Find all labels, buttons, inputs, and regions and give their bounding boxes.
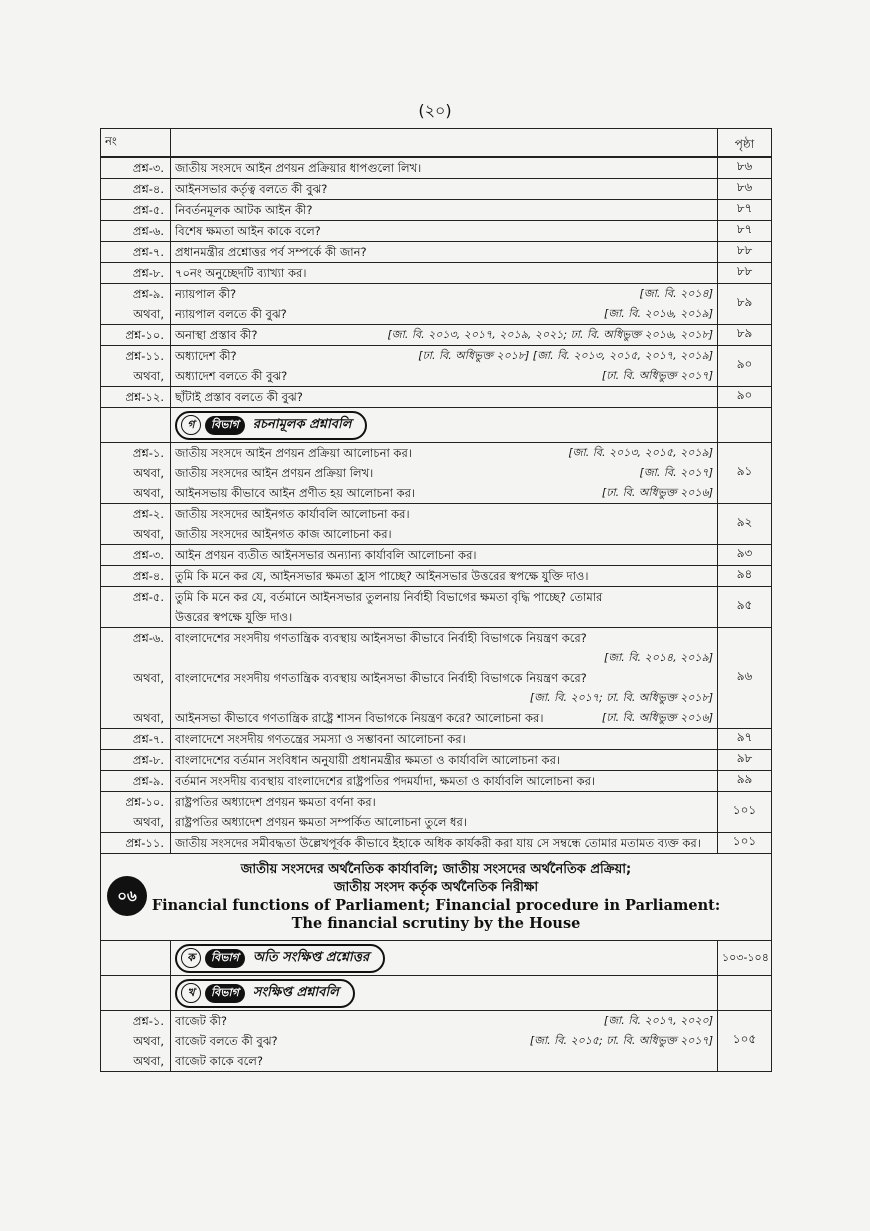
question-label: প্রশ্ন-১১. bbox=[125, 349, 164, 363]
chapter-title-en: The financial scrutiny by the House bbox=[291, 915, 581, 932]
section-banner bbox=[175, 979, 355, 1008]
question-line bbox=[175, 200, 713, 220]
question-text: জাতীয় সংসদের আইনগত কার্যাবলি আলোচনা কর। bbox=[175, 507, 410, 521]
question-line bbox=[175, 1011, 713, 1031]
question-text: ন্যায়পাল কী? bbox=[175, 287, 237, 301]
question-text: আইনসভার কর্তৃত্ব বলতে কী বুঝ? bbox=[175, 182, 328, 196]
exam-reference bbox=[707, 263, 713, 283]
question-row bbox=[101, 792, 772, 833]
exam-reference: [জা. বি. ২০১৪, ২০১৯] bbox=[603, 651, 713, 664]
question-line bbox=[175, 443, 713, 463]
question-text: বাজেট কাকে বলে? bbox=[175, 1054, 263, 1068]
exam-reference: [ঢা. বি. অধিভুক্ত ২০১৬] bbox=[601, 711, 713, 724]
section-title: রচনামূলক প্রশ্নাবলি bbox=[252, 416, 352, 432]
chapter-title-bn: জাতীয় সংসদের অর্থনৈতিক কার্যাবলি; জাতীয় সংসদের অর্থনৈতিক প্রক্রিয়া; bbox=[240, 862, 632, 877]
question-label: প্রশ্ন-১২. bbox=[125, 390, 164, 404]
question-label: অথবা, bbox=[133, 486, 164, 500]
page-ref: ৮৭ bbox=[718, 221, 772, 242]
question-row bbox=[101, 284, 772, 325]
question-label: প্রশ্ন-৩. bbox=[132, 548, 164, 562]
question-line bbox=[175, 325, 713, 345]
question-line bbox=[175, 688, 713, 708]
question-label: প্রশ্ন-১. bbox=[132, 446, 164, 460]
question-text: বাংলাদেশে সংসদীয় গণতন্ত্রের সমস্যা ও সম্ভাবনা আলোচনা কর। bbox=[175, 732, 466, 746]
question-label: প্রশ্ন-১১. bbox=[125, 836, 164, 850]
page-ref: ৯৫ bbox=[718, 587, 772, 628]
page-ref: ১০৫ bbox=[718, 1011, 772, 1072]
question-text: বাংলাদেশের সংসদীয় গণতান্ত্রিক ব্যবস্থায় আইনসভা কীভাবে নির্বাহী বিভাগকে নিয়ন্ত্রণ করে? bbox=[175, 671, 587, 685]
question-text: বর্তমান সংসদীয় ব্যবস্থায় বাংলাদেশের রাষ্ট্রপতির পদমর্যাদা, ক্ষমতা ও কার্যাবলি আলোচনা কর। bbox=[175, 774, 596, 788]
question-line bbox=[175, 750, 713, 770]
question-text: বাংলাদেশের সংসদীয় গণতান্ত্রিক ব্যবস্থায় আইনসভা কীভাবে নির্বাহী বিভাগকে নিয়ন্ত্রণ করে? bbox=[175, 631, 587, 645]
exam-reference: [জা. বি. ২০১৪] bbox=[639, 287, 713, 300]
question-label: প্রশ্ন-৭. bbox=[132, 732, 164, 746]
question-label: প্রশ্ন-৪. bbox=[132, 182, 164, 196]
exam-reference bbox=[707, 628, 713, 648]
exam-reference: [জা. বি. ২০১৫; ঢা. বি. অধিভুক্ত ২০১৭] bbox=[529, 1034, 713, 1047]
page-ref: ৮৯ bbox=[718, 325, 772, 346]
section-row bbox=[101, 408, 772, 443]
question-label: প্রশ্ন-৯. bbox=[132, 287, 164, 301]
question-line bbox=[175, 524, 713, 544]
exam-reference bbox=[707, 524, 713, 544]
exam-reference bbox=[707, 750, 713, 770]
exam-reference bbox=[707, 221, 713, 241]
exam-reference bbox=[707, 792, 713, 812]
question-line bbox=[175, 668, 713, 688]
section-badge: খ bbox=[181, 983, 201, 1003]
question-text: জাতীয় সংসদের সমীবদ্ধতা উল্লেখপূর্বক কীভাবে ইহাকে অধিক কার্যকরী করা যায় সে সম্বন্ধে তোমার মতামত ব্যক্ত কর। bbox=[175, 836, 701, 850]
exam-reference bbox=[707, 242, 713, 262]
page-ref: ৯০ bbox=[718, 387, 772, 408]
question-text: তুমি কি মনে কর যে, বর্তমানে আইনসভার তুলনায় নির্বাহী বিভাগের ক্ষমতা বৃদ্ধি পাচ্ছে? তোমার bbox=[175, 590, 603, 604]
question-label: প্রশ্ন-৮. bbox=[132, 753, 164, 767]
question-text: অনাস্থা প্রস্তাব কী? bbox=[175, 328, 258, 342]
question-label: প্রশ্ন-৮. bbox=[132, 266, 164, 280]
section-row bbox=[101, 941, 772, 976]
question-row bbox=[101, 387, 772, 408]
page-ref: ৯০ bbox=[718, 346, 772, 387]
question-line bbox=[175, 628, 713, 648]
question-line bbox=[175, 792, 713, 812]
question-line bbox=[175, 1051, 713, 1071]
question-text: জাতীয় সংসদে আইন প্রণয়ন প্রক্রিয়ার ধাপগুলো লিখ। bbox=[175, 161, 422, 175]
page-ref: ৯৯ bbox=[718, 771, 772, 792]
question-label: অথবা, bbox=[133, 671, 164, 685]
question-line bbox=[175, 729, 713, 749]
question-row bbox=[101, 263, 772, 284]
question-label: প্রশ্ন-৫. bbox=[132, 203, 164, 217]
page-number: (২০) bbox=[418, 101, 452, 120]
question-line bbox=[175, 812, 713, 832]
question-label: অথবা, bbox=[133, 1034, 164, 1048]
chapter-heading bbox=[101, 854, 772, 941]
question-row bbox=[101, 179, 772, 200]
question-line bbox=[175, 463, 713, 483]
question-row bbox=[101, 242, 772, 263]
question-text: আইনসভায় কীভাবে আইন প্রণীত হয় আলোচনা কর। bbox=[175, 486, 416, 500]
exam-reference bbox=[707, 504, 713, 524]
question-row bbox=[101, 729, 772, 750]
question-line bbox=[175, 304, 713, 324]
exam-reference: [ঢা. বি. অধিভুক্ত ২০১৭] bbox=[601, 369, 713, 382]
exam-reference: [জা. বি. ২০১৭] bbox=[639, 466, 713, 479]
exam-reference: [ঢা. বি. অধিভুক্ত ২০১৬] bbox=[601, 486, 713, 499]
question-label bbox=[105, 688, 164, 708]
question-label: প্রশ্ন-১. bbox=[132, 1014, 164, 1028]
question-text: রাষ্ট্রপতির অধ্যাদেশ প্রণয়ন ক্ষমতা বর্ণনা কর। bbox=[175, 795, 376, 809]
page-ref: ৯২ bbox=[718, 504, 772, 545]
question-row bbox=[101, 833, 772, 854]
question-line bbox=[175, 833, 713, 853]
question-label bbox=[105, 648, 164, 668]
exam-reference bbox=[707, 668, 713, 688]
question-text: অধ্যাদেশ কী? bbox=[175, 349, 237, 363]
page-ref: ৮৬ bbox=[718, 157, 772, 179]
exam-reference: [ঢা. বি. অধিভুক্ত ২০১৮] [জা. বি. ২০১৩, ২০১৫, ২০১৭, ২০১৯] bbox=[418, 349, 713, 362]
question-line bbox=[175, 387, 713, 407]
exam-reference bbox=[707, 607, 713, 627]
question-label: প্রশ্ন-৬. bbox=[132, 224, 164, 238]
page-ref: ১০১ bbox=[718, 792, 772, 833]
question-text: ৭০নং অনুচ্ছেদটি ব্যাখ্যা কর। bbox=[175, 266, 307, 280]
question-row bbox=[101, 221, 772, 242]
question-label: অথবা, bbox=[133, 369, 164, 383]
chapter-title-en: Financial functions of Parliament; Financial procedure in Parliament: bbox=[151, 897, 721, 914]
question-line bbox=[175, 771, 713, 791]
page-ref: ৯৩ bbox=[718, 545, 772, 566]
question-label: প্রশ্ন-৫. bbox=[132, 590, 164, 604]
question-text: নিবর্তনমূলক আটক আইন কী? bbox=[175, 203, 313, 217]
question-label: অথবা, bbox=[133, 711, 164, 725]
question-line bbox=[175, 607, 713, 627]
question-label: প্রশ্ন-১০. bbox=[125, 328, 164, 342]
question-text: ছাঁটাই প্রস্তাব বলতে কী বুঝ? bbox=[175, 390, 303, 404]
question-label: প্রশ্ন-৪. bbox=[132, 569, 164, 583]
question-label: অথবা, bbox=[133, 1054, 164, 1068]
section-title: অতি সংক্ষিপ্ত প্রশ্নোত্তর bbox=[252, 949, 370, 965]
page-column-header: পৃষ্ঠা bbox=[718, 129, 772, 158]
question-row bbox=[101, 157, 772, 179]
exam-reference bbox=[707, 545, 713, 565]
question-row bbox=[101, 628, 772, 729]
exam-reference: [জা. বি. ২০১৩, ২০১৭, ২০১৯, ২০২১; ঢা. বি. অধিভুক্ত ২০১৬, ২০১৮] bbox=[387, 328, 713, 341]
question-text: জাতীয় সংসদের আইনগত কাজ আলোচনা কর। bbox=[175, 527, 392, 541]
question-text: বিশেষ ক্ষমতা আইন কাকে বলে? bbox=[175, 224, 321, 238]
exam-reference bbox=[707, 158, 713, 178]
page-ref: ৯৪ bbox=[718, 566, 772, 587]
exam-reference bbox=[707, 812, 713, 832]
exam-reference bbox=[707, 771, 713, 791]
question-line bbox=[175, 346, 713, 366]
question-label: অথবা, bbox=[133, 307, 164, 321]
section-pill: বিভাগ bbox=[205, 949, 245, 968]
question-line bbox=[175, 366, 713, 386]
table-header bbox=[101, 129, 772, 158]
exam-reference: [জা. বি. ২০১৬, ২০১৯] bbox=[603, 307, 713, 320]
question-line bbox=[175, 566, 713, 586]
question-label: প্রশ্ন-৬. bbox=[132, 631, 164, 645]
question-line bbox=[175, 648, 713, 668]
question-label: প্রশ্ন-১০. bbox=[125, 795, 164, 809]
question-row bbox=[101, 504, 772, 545]
question-label: প্রশ্ন-২. bbox=[132, 507, 164, 521]
question-row bbox=[101, 587, 772, 628]
section-banner bbox=[175, 944, 385, 973]
question-line bbox=[175, 179, 713, 199]
section-title: সংক্ষিপ্ত প্রশ্নাবলি bbox=[252, 984, 339, 1000]
question-text: বাজেট কী? bbox=[175, 1014, 228, 1028]
exam-reference bbox=[707, 566, 713, 586]
contents-table bbox=[100, 128, 772, 1072]
question-line bbox=[175, 242, 713, 262]
question-label: প্রশ্ন-৩. bbox=[132, 161, 164, 175]
section-row bbox=[101, 976, 772, 1011]
question-label: অথবা, bbox=[133, 815, 164, 829]
question-line bbox=[175, 1031, 713, 1051]
chapter-number: ০৬ bbox=[107, 876, 147, 916]
question-row bbox=[101, 200, 772, 221]
question-text: জাতীয় সংসদে আইন প্রণয়ন প্রক্রিয়া আলোচনা কর। bbox=[175, 446, 412, 460]
section-banner bbox=[175, 411, 367, 440]
question-line bbox=[175, 284, 713, 304]
question-line bbox=[175, 263, 713, 283]
exam-reference bbox=[707, 179, 713, 199]
page-ref: ৯৬ bbox=[718, 628, 772, 729]
question-line bbox=[175, 587, 713, 607]
exam-reference bbox=[707, 833, 713, 853]
exam-reference bbox=[707, 387, 713, 407]
question-text: আইনসভা কীভাবে গণতান্ত্রিক রাষ্ট্রে শাসন বিভাগকে নিয়ন্ত্রণ করে? আলোচনা কর। bbox=[175, 711, 544, 725]
no-column-header: নং bbox=[101, 129, 171, 158]
question-text: বাজেট বলতে কী বুঝ? bbox=[175, 1034, 278, 1048]
page-ref: ৮৯ bbox=[718, 284, 772, 325]
question-row bbox=[101, 346, 772, 387]
page-ref: ১০১ bbox=[718, 833, 772, 854]
section-pill: বিভাগ bbox=[205, 416, 245, 435]
question-row bbox=[101, 545, 772, 566]
chapter-title-bn: জাতীয় সংসদ কর্তৃক অর্থনৈতিক নিরীক্ষা bbox=[333, 880, 539, 895]
question-row bbox=[101, 325, 772, 346]
question-text: তুমি কি মনে কর যে, আইনসভার ক্ষমতা হ্রাস পাচ্ছে? আইনসভার উত্তরের স্বপক্ষে যুক্তি দাও। bbox=[175, 569, 589, 583]
page-ref: ৯৮ bbox=[718, 750, 772, 771]
exam-reference: [জা. বি. ২০১৩, ২০১৫, ২০১৯] bbox=[568, 446, 713, 459]
page-ref: ৯৭ bbox=[718, 729, 772, 750]
question-text: জাতীয় সংসদের আইন প্রণয়ন প্রক্রিয়া লিখ। bbox=[175, 466, 374, 480]
exam-reference bbox=[707, 587, 713, 607]
exam-reference: [জা. বি. ২০১৭; ঢা. বি. অধিভুক্ত ২০১৮] bbox=[529, 691, 713, 704]
page-ref: ১০৩-১০৪ bbox=[718, 941, 772, 976]
section-pill: বিভাগ bbox=[205, 984, 245, 1003]
question-row bbox=[101, 750, 772, 771]
question-label: প্রশ্ন-৭. bbox=[132, 245, 164, 259]
exam-reference bbox=[707, 1051, 713, 1071]
question-row bbox=[101, 771, 772, 792]
question-row bbox=[101, 566, 772, 587]
question-text: ন্যায়পাল বলতে কী বুঝ? bbox=[175, 307, 287, 321]
question-line bbox=[175, 545, 713, 565]
question-line bbox=[175, 483, 713, 503]
question-text: বাংলাদেশের বর্তমান সংবিধান অনুযায়ী প্রধানমন্ত্রীর ক্ষমতা ও কার্যাবলি আলোচনা কর। bbox=[175, 753, 561, 767]
page-ref: ৮৮ bbox=[718, 242, 772, 263]
question-line bbox=[175, 221, 713, 241]
exam-reference bbox=[707, 200, 713, 220]
question-label: প্রশ্ন-৯. bbox=[132, 774, 164, 788]
page-ref: ৮৬ bbox=[718, 179, 772, 200]
question-text: আইন প্রণয়ন ব্যতীত আইনসভার অন্যান্য কার্যাবলি আলোচনা কর। bbox=[175, 548, 477, 562]
question-label bbox=[105, 607, 164, 627]
page-ref: ৮৮ bbox=[718, 263, 772, 284]
exam-reference bbox=[707, 729, 713, 749]
question-text: প্রধানমন্ত্রীর প্রশ্নোত্তর পর্ব সম্পর্কে কী জান? bbox=[175, 245, 367, 259]
exam-reference: [জা. বি. ২০১৭, ২০২০] bbox=[603, 1014, 713, 1027]
question-label: অথবা, bbox=[133, 466, 164, 480]
section-badge: গ bbox=[181, 415, 201, 435]
question-text: উত্তরের স্বপক্ষে যুক্তি দাও। bbox=[175, 610, 293, 624]
question-line bbox=[175, 158, 713, 178]
question-row bbox=[101, 443, 772, 504]
page-ref: ৮৭ bbox=[718, 200, 772, 221]
question-text: অধ্যাদেশ বলতে কী বুঝ? bbox=[175, 369, 288, 383]
question-line bbox=[175, 708, 713, 728]
question-text: রাষ্ট্রপতির অধ্যাদেশ প্রণয়ন ক্ষমতা সম্পর্কিত আলোচনা তুলে ধর। bbox=[175, 815, 467, 829]
page-ref: ৯১ bbox=[718, 443, 772, 504]
question-line bbox=[175, 504, 713, 524]
question-label: অথবা, bbox=[133, 527, 164, 541]
question-row bbox=[101, 1011, 772, 1072]
section-badge: ক bbox=[181, 948, 201, 968]
